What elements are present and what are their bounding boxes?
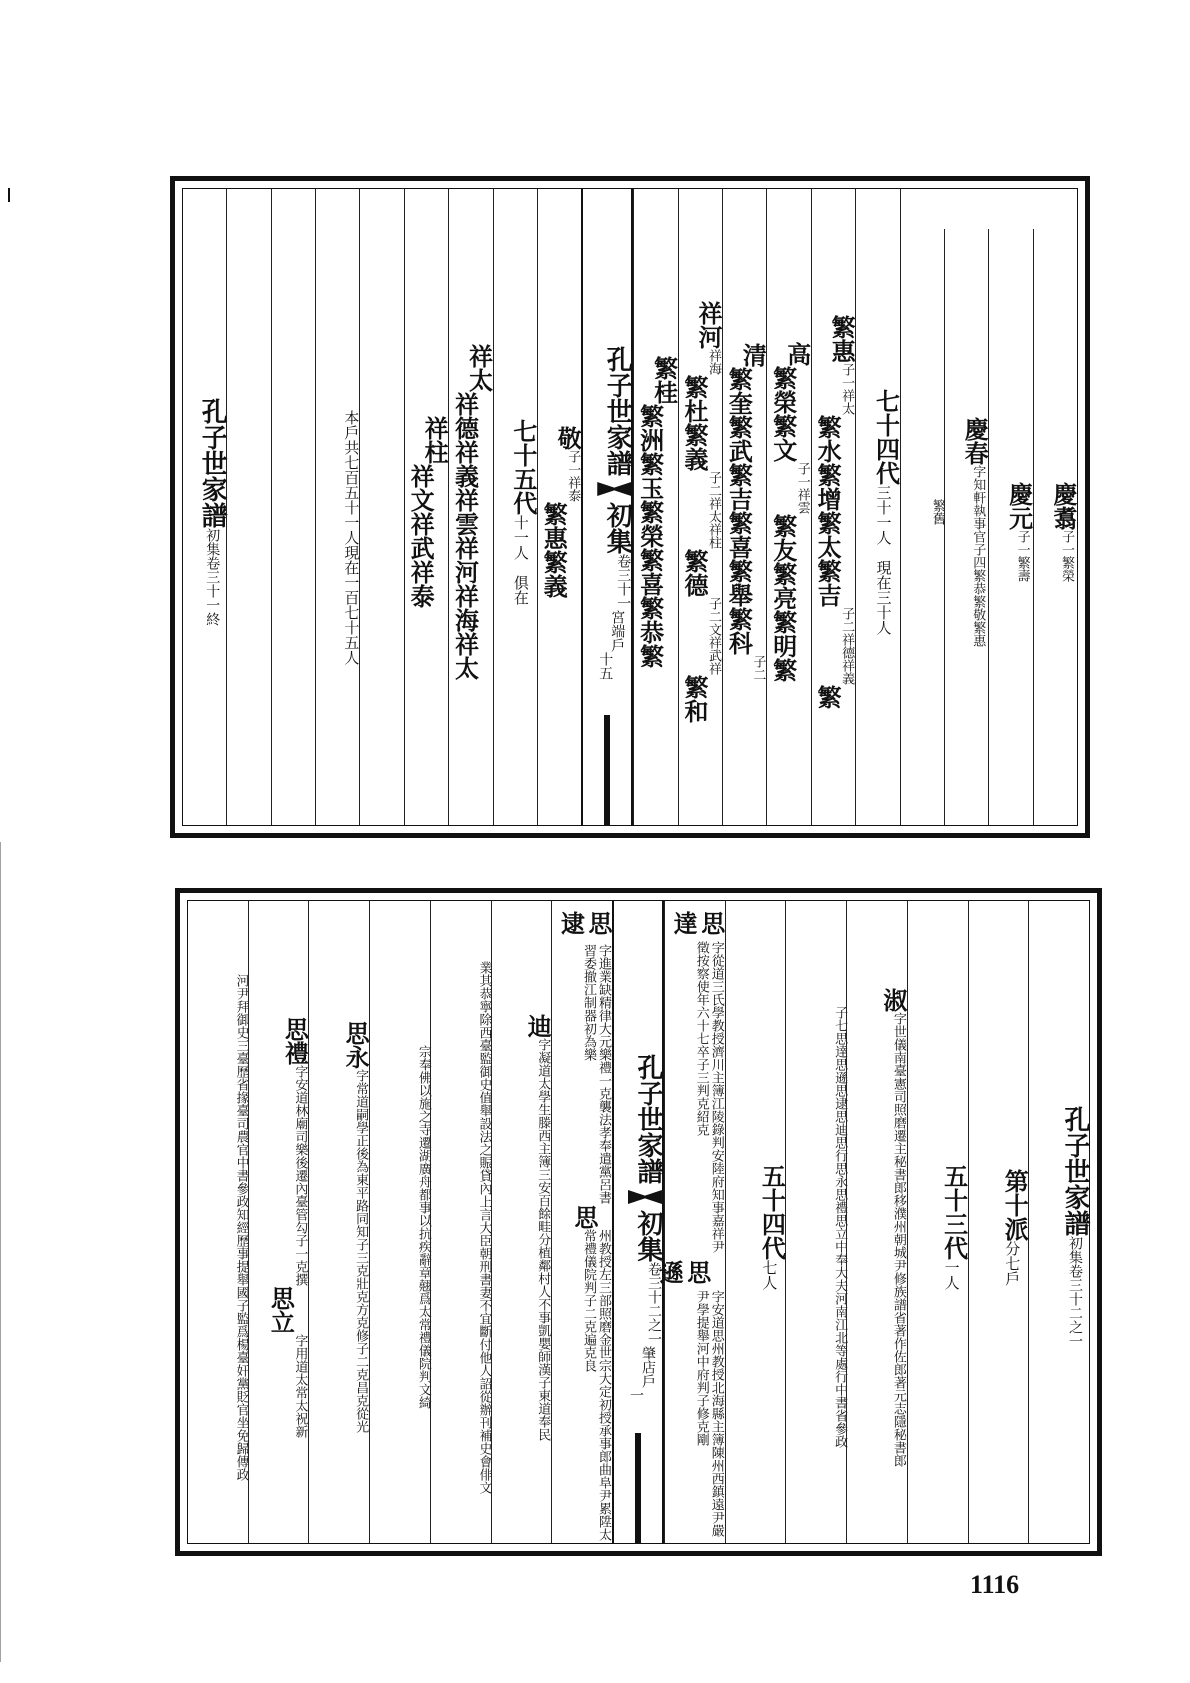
person-name: 思遜 [655,1259,712,1284]
person-name: 繁義 [680,423,709,471]
scan-edge-line [0,842,1,1662]
household-summary [315,189,359,825]
person-name: 祥太 [464,344,494,392]
generation-count: 十一人 俱在 [511,515,530,605]
generation-heading: 五十四代 [757,1164,787,1260]
person-entry [944,229,988,825]
person-annotation: 子二 [750,655,766,681]
bottom-panel-columns [187,900,1090,1544]
household-label: 宮端戶 [609,610,626,652]
generation-column [907,901,968,1543]
person-annotation: 子一祥泰 [565,450,581,502]
person-name: 繁文 [768,414,798,462]
name-list-column [248,901,309,1543]
generation-column [968,901,1029,1543]
fishtail-mark [597,482,631,496]
person-annotation: 子一繁壽 [1014,530,1030,582]
name-list-column [678,189,722,825]
person-annotation: 字知軒執事官子四繁恭繁敬繁惠 [970,465,986,647]
column-label: 繁舊 [929,499,945,525]
name-list-column [308,901,369,1543]
generation-count: 一人 [942,1260,961,1290]
bottom-panel [175,888,1102,1556]
center-fold-column [612,901,664,1543]
person-name: 繁榮 [635,500,665,548]
person-name: 祥河 [694,301,723,349]
person-annotation: 子一祥太 [839,363,855,415]
text-line: 業其恭寧除西臺監御史值舉設法之賑貸內上言大臣朝刑書妻不宜斷付他人詔從辦刊補史會俳文 [476,960,492,1494]
text-line: 中奉大夫河南江北等處行中書省參政 [832,1240,848,1448]
name-list-column [537,189,581,825]
fishtail-mark [628,1190,662,1204]
volume-subtitle: 初集卷三十二之一 [1067,1236,1083,1348]
text-column [369,901,430,1543]
person-name: 繁義 [539,550,569,598]
person-name: 繁 [768,658,798,682]
person-name: 迪 [523,1013,553,1038]
person-annotation: 子二文祥武祥 [706,597,721,675]
name-list-column [722,189,766,825]
person-name: 繁惠 [827,315,857,363]
person-name: 繁榮 [768,366,798,414]
book-title: 孔子世家譜 [1060,1106,1090,1236]
text-line: 河尹拜御史三臺歷省掾臺司農官中書參政 [233,973,249,1208]
book-title: 孔子世家譜 [632,1054,663,1184]
person-name: 繁和 [680,675,709,723]
page-number: 1116 [970,1570,1020,1599]
person-name: 敬 [553,426,583,450]
person-name: 祥雲 [450,488,480,536]
person-name: 祥泰 [406,560,436,608]
person-name: 祥柱 [420,416,450,464]
person-name: 清 [738,343,768,367]
person-name: 繁太 [813,511,843,559]
stamp-column [900,189,944,825]
generation-column [725,901,786,1543]
person-name: 繁明 [768,610,798,658]
person-name: 祥太 [450,632,480,680]
person-name: 祥武 [406,512,436,560]
person-name: 繁舉 [724,559,754,607]
name-list-column [633,189,677,825]
summary-line: 現在一百七十五人 [342,544,361,665]
title-column [183,189,226,825]
person-name: 思立 [266,1285,296,1334]
text-column [188,901,248,1543]
volume-label: 初集 [632,1210,663,1262]
person-name: 慶春 [960,417,990,465]
generation-heading: 第十派 [1000,1168,1030,1241]
text-line: 宗奉佛以施之寺遷湖廣舟都事以抗疾辭章翹爲太常禮儀院判文綺 [415,1045,431,1409]
person-name: 繁洲 [635,404,665,452]
person-name: 繁吉 [724,463,754,511]
text-column [785,901,846,1543]
volume-number: 卷三十一 [615,554,632,610]
person-name: 思達 [669,911,726,935]
person-name: 思 [569,1204,599,1229]
person-annotation: 祥海 [706,349,721,375]
person-name: 高 [782,342,812,366]
person-name: 祥河 [450,536,480,584]
book-title: 孔子世家譜 [602,346,633,476]
person-annotation: 字安道思州教授北海縣主簿陳州西鎮遠尹嚴尹學提舉河中府判子修克剛 [693,1289,724,1537]
person-annotation: 字凝道太學生滕西主簿三安百餘畦分植鄰村人不事凱嬰師漢子東道奉民 [535,1037,551,1441]
person-name: 思逮 [556,911,613,935]
person-name: 繁桂 [649,356,679,404]
person-annotation: 字進業缺精律大元樂禮一克襲法孝奉遣黨呂書習委撤江制器初為樂 [581,944,611,1205]
book-title: 孔子世家譜 [197,398,228,528]
person-name: 繁友 [768,514,798,562]
person-annotation: 州教授左三部照磨金世宗大定初授承事郎曲阜尹累陞太常禮儀院判子二克遍克良 [581,1228,611,1541]
blank-column [359,189,403,825]
generation-column [493,189,537,825]
name-list-column [491,901,552,1543]
person-name: 思禮 [280,1016,310,1065]
person-entry [1033,229,1077,825]
person-name: 繁 [813,685,843,709]
person-name: 慶元 [1004,482,1034,530]
person-annotation: 字從道三氏學教授濟川主簿江陵錄判安陸府知事嘉祥尹徵按察使年六十七卒子三判克紹克 [693,941,724,1254]
generation-count: 分七戶 [1003,1240,1022,1286]
center-fold-column [581,189,633,825]
person-annotation: 字常道嗣學正後為東平路同知子三克壯克方克修子二克昌克從光 [353,1069,369,1433]
person-annotation: 字世儀南臺憲司照磨遷主秘書郎移濮州朝城尹修族譜省著作佐郎著元志隱秘書郎 [890,1011,906,1467]
blank-column [271,189,315,825]
name-list-column [846,901,907,1543]
name-list-column [551,901,612,1543]
person-name: 繁科 [724,607,754,655]
name-list-column [404,189,448,825]
person-name: 繁德 [680,549,709,597]
person-name: 祥海 [450,584,480,632]
text-line: 子七思達思遜思逮思迪思行思永思禮思立 [832,1006,848,1240]
name-list-column [655,901,726,1543]
person-name: 繁惠 [539,502,569,550]
person-name: 淑 [878,987,908,1012]
summary-line: 本戶共七百五十一人 [342,409,361,545]
top-panel-columns [182,188,1078,826]
title-column [1028,901,1089,1543]
blank-column [226,189,270,825]
person-annotation: 子二祥德祥義 [839,607,855,685]
person-name: 繁玉 [635,452,665,500]
person-name: 祥義 [450,440,480,488]
person-name: 繁增 [813,463,843,511]
person-name: 繁吉 [813,559,843,607]
volume-subtitle: 初集卷三十一終 [204,528,221,626]
generation-heading: 五十三代 [939,1164,969,1260]
person-annotation: 字用道太常太祝新 [292,1333,308,1438]
person-name: 繁喜 [635,548,665,596]
person-annotation: 子二祥太祥柱 [706,471,721,549]
generation-heading: 七十四代 [871,389,901,485]
person-name: 繁武 [724,415,754,463]
person-name: 祥德 [450,392,480,440]
person-annotation: 字安道林廟司樂後遷內臺管勾子一克撰 [292,1064,308,1286]
stray-scan-mark [8,188,10,202]
person-name: 祥文 [406,464,436,512]
generation-heading: 七十五代 [508,419,538,515]
name-list-column [448,189,492,825]
folio-number: 十五 [597,652,614,680]
person-annotation: 子一祥雲 [794,462,810,514]
person-name: 繁喜 [724,511,754,559]
volume-number: 卷三十二之一 [645,1262,662,1346]
person-name: 慶翥 [1049,482,1078,530]
person-name: 繁杜 [680,375,709,423]
generation-count: 七人 [760,1260,779,1290]
person-entry [988,229,1032,825]
person-name: 繁 [635,644,665,668]
folio-number: 一 [627,1388,644,1402]
name-list-column [811,189,855,825]
text-column [430,901,491,1543]
person-name: 繁奎 [724,367,754,415]
generation-count: 三十一人 現在三十人 [874,485,893,635]
volume-label: 初集 [602,502,633,554]
person-name: 繁亮 [768,562,798,610]
name-list-column [766,189,810,825]
household-label: 肇店戶 [639,1346,656,1388]
person-name: 思永 [341,1021,371,1069]
fold-bar [635,1433,641,1543]
generation-column [855,189,899,825]
person-annotation: 子一繁榮 [1059,530,1074,582]
person-name: 繁水 [813,415,843,463]
person-name: 繁恭 [635,596,665,644]
text-line: 知經歷事提舉國子監爲楊臺奸黨貶官坐免歸傳政 [233,1207,249,1481]
top-panel [170,176,1090,838]
fold-bar [604,715,610,825]
